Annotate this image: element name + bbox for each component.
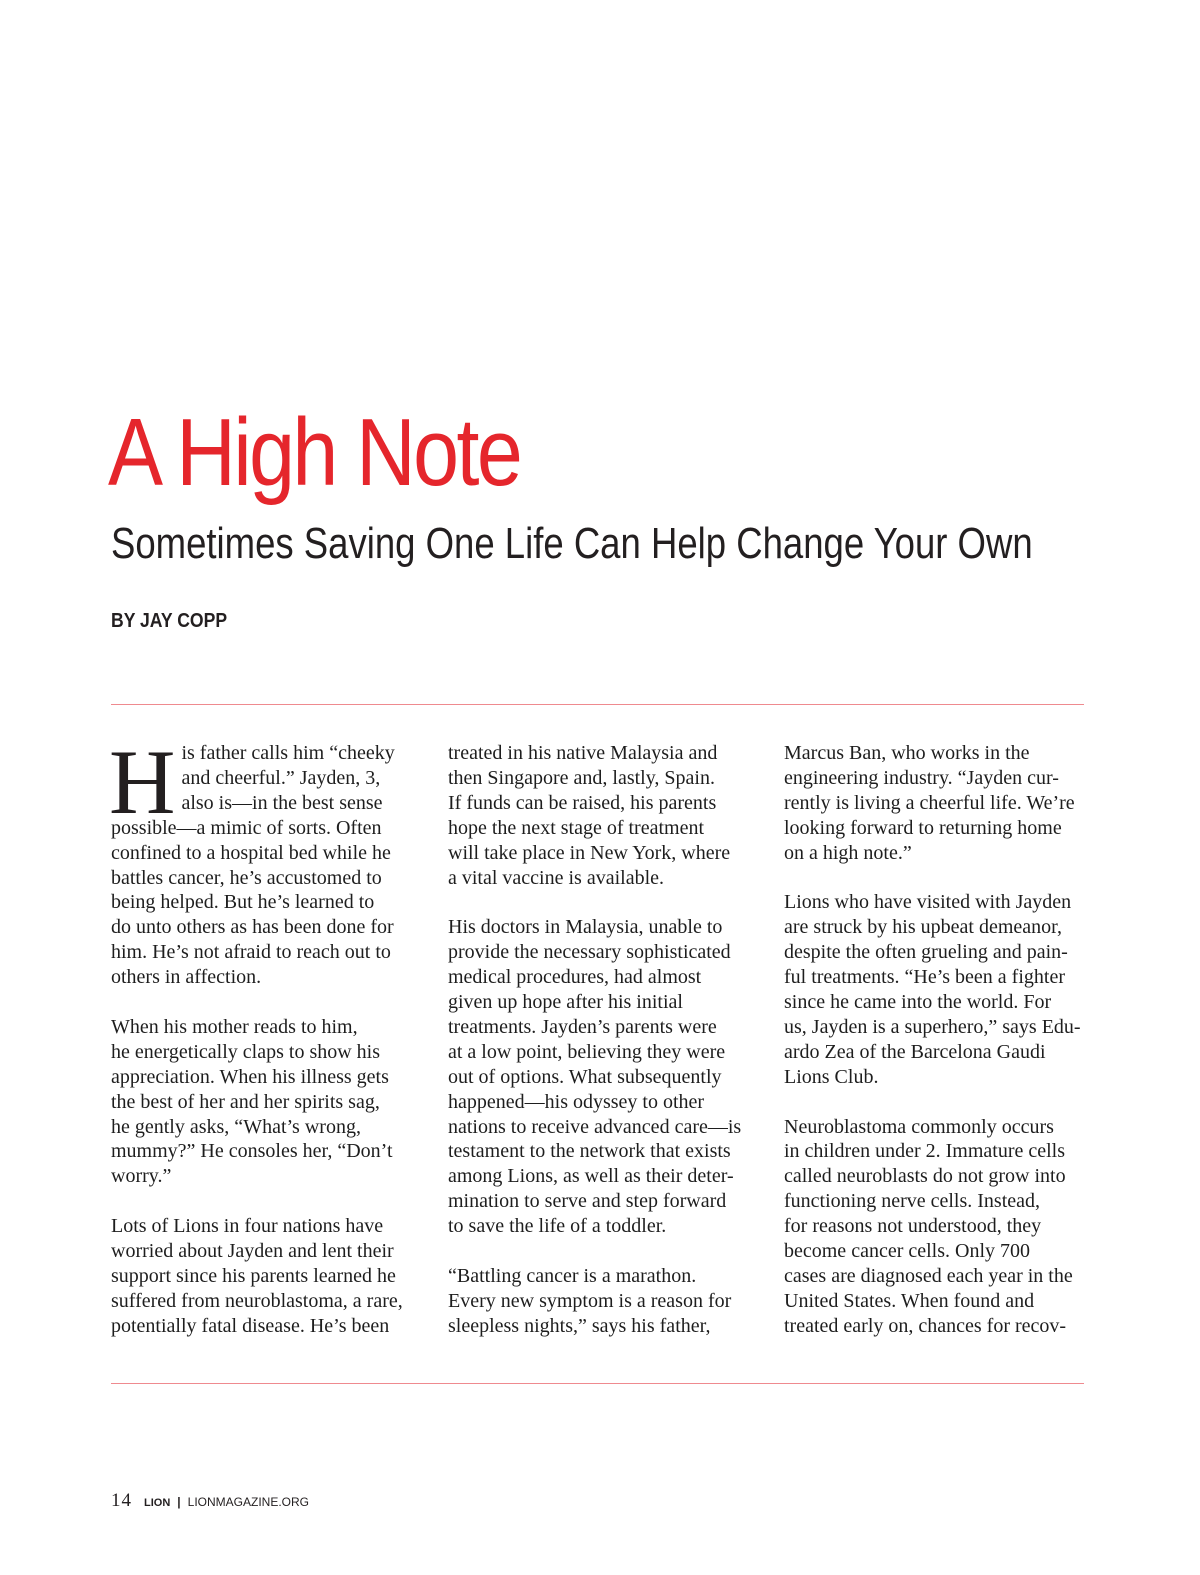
page-footer [111,1490,309,1514]
page-number: 14 [111,1490,132,1511]
paragraph-6: “Battling cancer is a marathon. Every new symptom is a reason for sleepless nights,” says his father, [448,1265,732,1337]
bottom-divider [111,1383,1084,1384]
top-divider [111,704,1084,705]
paragraph-3: Lots of Lions in four nations have worried about Jayden and lent their support since his parents learned he suffered from neuroblastoma, a rare, potentially fatal disease. He’s been [111,1215,403,1337]
paragraph-4: treated in his native Malaysia and then Singapore and, lastly, Spain. If funds can be raised, his parents hope the next stage of treatment will take place in New York, where a vital vaccine is available. [448,742,731,889]
website-url: LIONMAGAZINE.ORG [187,1495,309,1509]
text-column-3 [784,741,1089,1339]
paragraph-2: When his mother reads to him, he energetically claps to show his appreciation. When his illness gets the best of her and her spirits sag, he gently asks, “What’s wrong, mummy?” He consoles her, “Don’t worry.” [111,1015,393,1188]
magazine-name: LION [144,1497,171,1509]
paragraph-1-text: is father calls him “cheeky and cheerful.” Jayden, 3, also is—in the best sense possible—a mimic of sorts. Often confined to a hospital bed while he battles cancer, he’s accustomed to being helped. But he’s learned to do unto others as has been done for him. He’s not afraid to reach out to others in affection. [111,742,395,989]
article-title: A High Note [108,399,521,506]
footer-separator: | [177,1495,181,1509]
text-column-1 [109,731,416,1339]
byline: BY JAY COPP [111,610,228,632]
text-column-2 [448,741,753,1339]
drop-cap: H [109,731,176,833]
paragraph-9: Neuroblastoma commonly occurs in children under 2. Immature cells called neuroblasts do not grow into functioning nerve cells. Instead, for reasons not understood, they become cancer cells. Only 700 cases are diagnosed each year in the United States. When found and treated early on, chances for recov- [784,1115,1073,1337]
paragraph-5: His doctors in Malaysia, unable to provide the necessary sophisticated medical procedures, had almost given up hope after his initial treatments. Jayden’s parents were at a low point, believing they were out of options. What subsequently happened—his odyssey to other nations to receive advanced care—is testament to the network that exists among Lions, as well as their deter- mination to serve and step forward to save the life of a toddler. [448,916,742,1238]
article-subtitle: Sometimes Saving One Life Can Help Change Your Own [111,519,1033,568]
paragraph-8: Lions who have visited with Jayden are struck by his upbeat demeanor, despite the often grueling and pain- ful treatments. “He’s been a fighter since he came into the world. For us, Jayden is a superhero,” says Edu- ardo Zea of the Barcelona Gaudi Lions Club. [784,891,1081,1088]
paragraph-7: Marcus Ban, who works in the engineering industry. “Jayden cur- rently is living a cheerful life. We’re looking forward to returning home on a high note.” [784,742,1075,864]
paragraph-1 [109,731,416,990]
